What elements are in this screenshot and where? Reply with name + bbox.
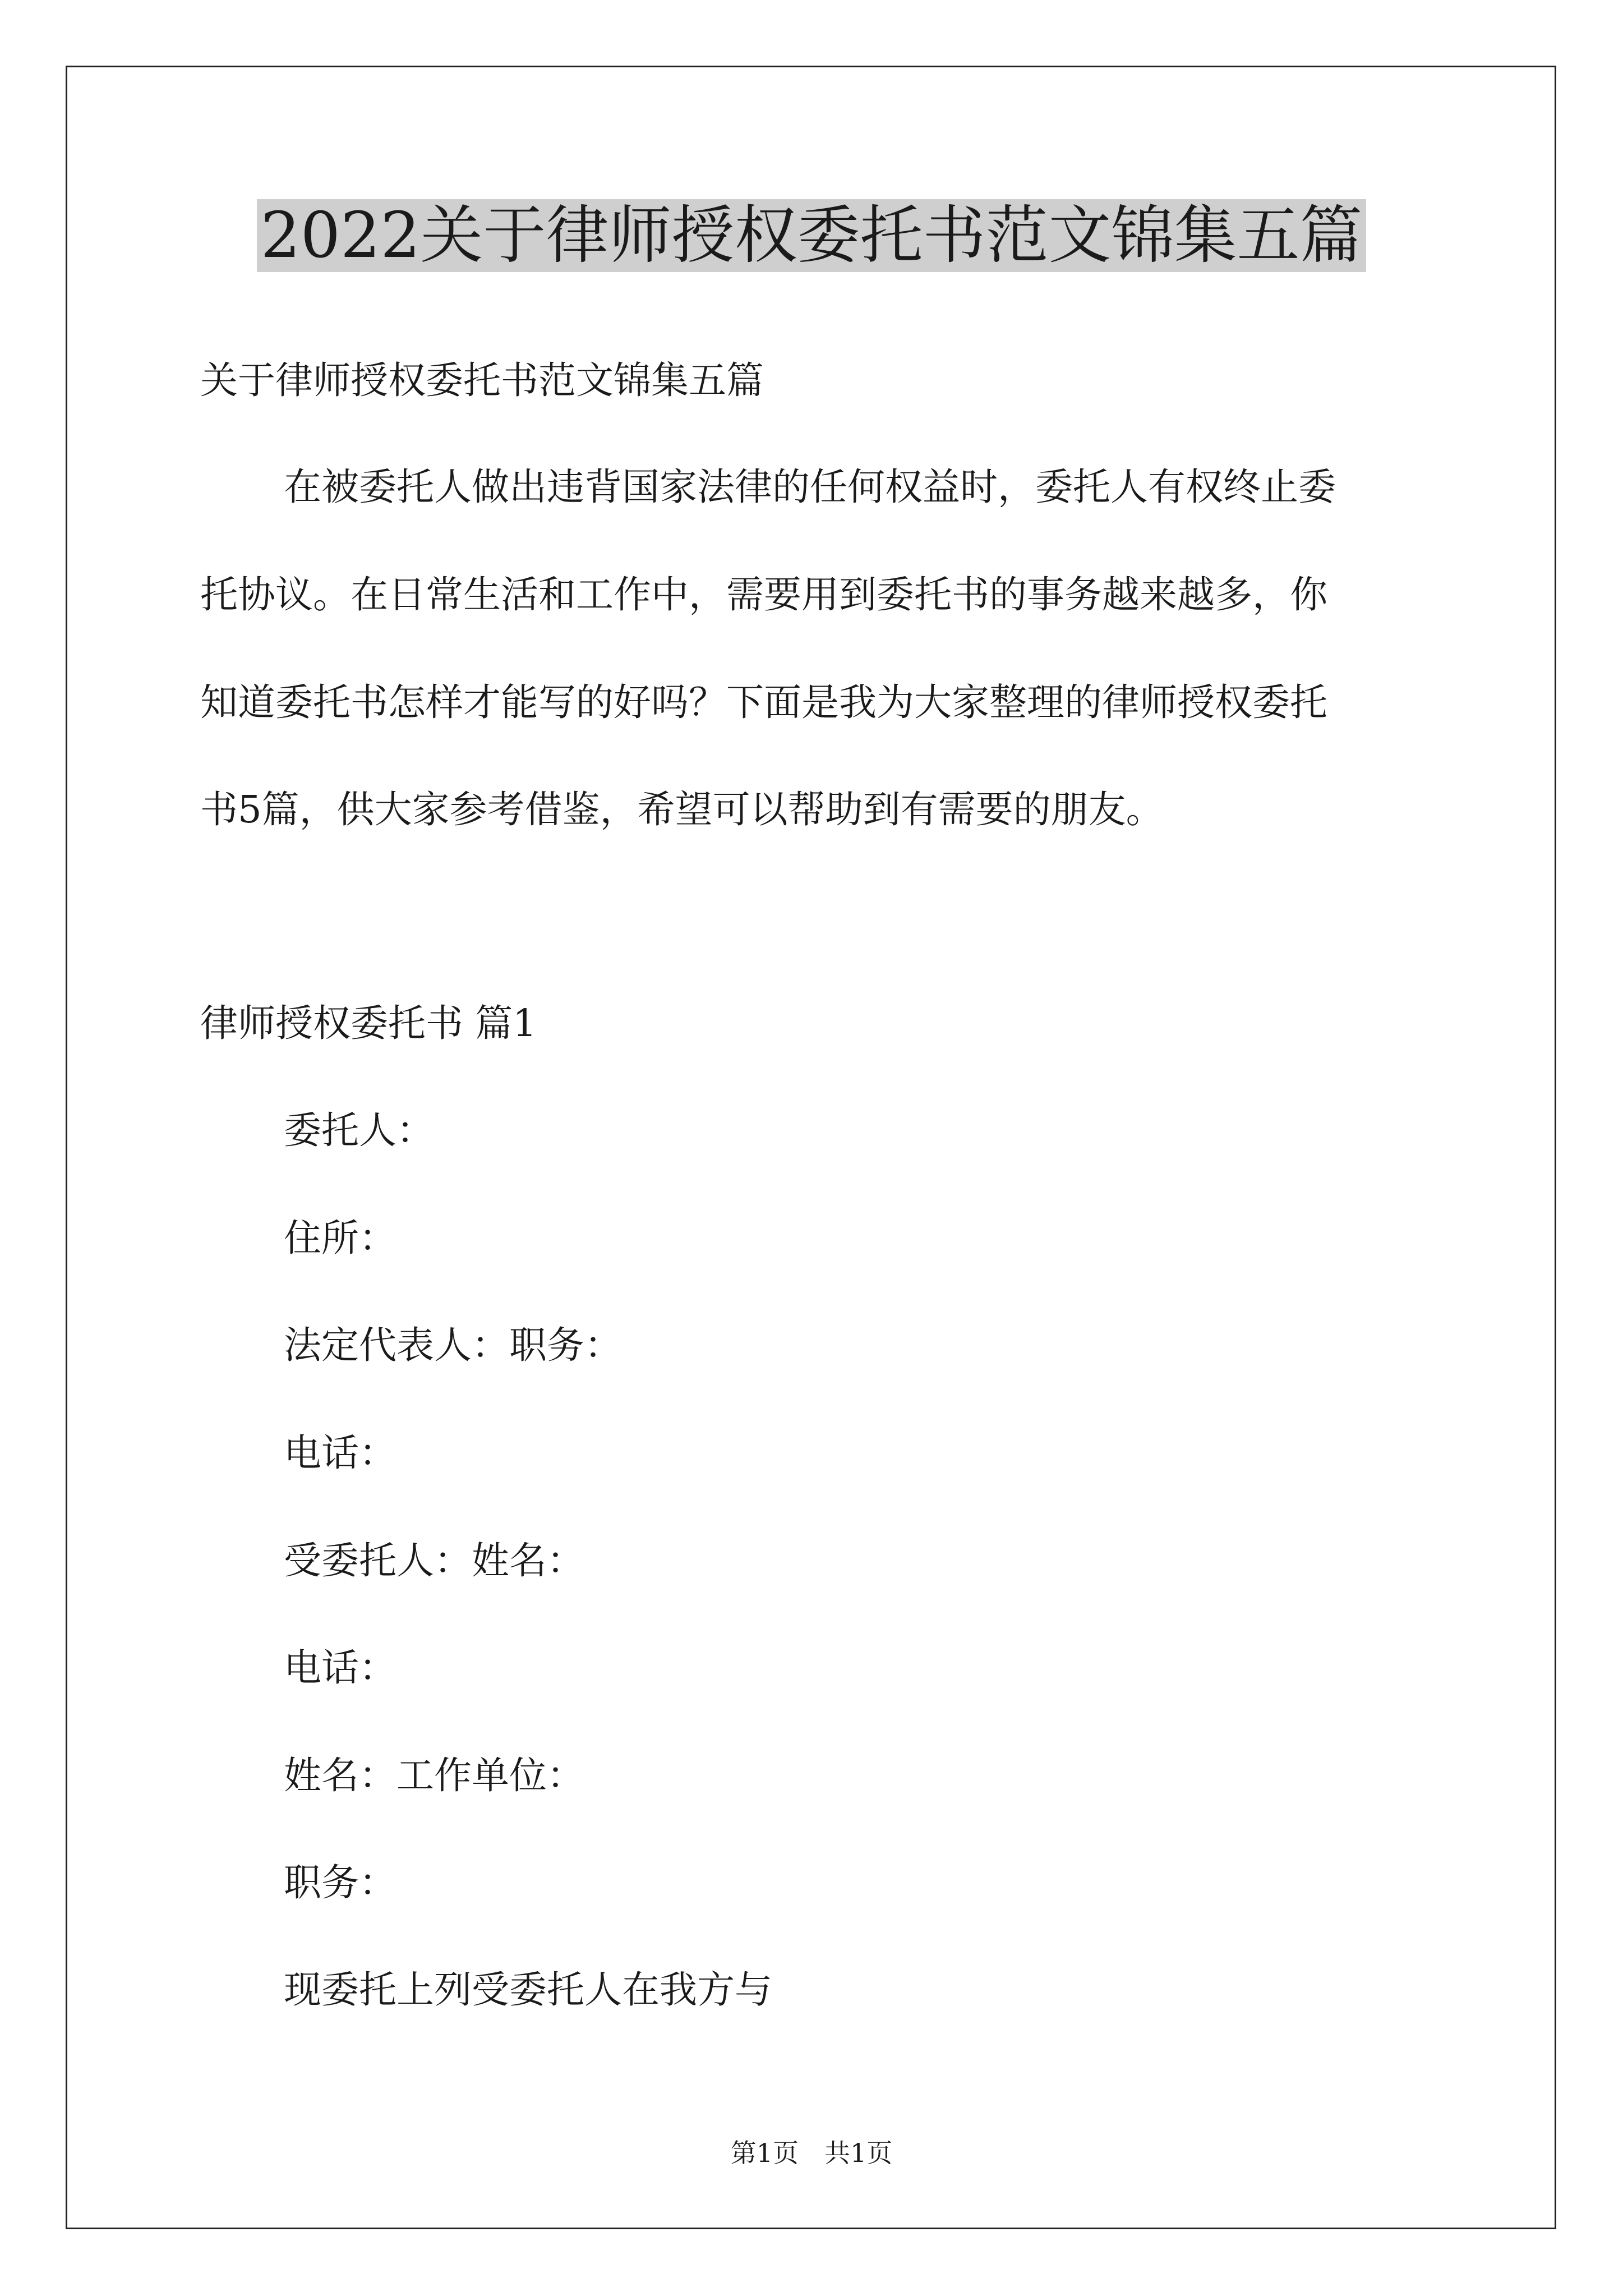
document-subtitle: 关于律师授权委托书范文锦集五篇: [200, 358, 764, 402]
field-line: 法定代表人：职务：: [284, 1323, 622, 1367]
document-title: [0, 194, 1623, 278]
field-line: 职务：: [284, 1861, 396, 1904]
field-line: 电话：: [284, 1431, 396, 1475]
field-line: 住所：: [284, 1216, 396, 1260]
section-heading: 律师授权委托书 篇1: [200, 1001, 537, 1045]
field-line: 电话：: [284, 1646, 396, 1690]
field-line: 现委托上列受委托人在我方与: [284, 1968, 772, 2012]
field-line: 姓名：工作单位：: [284, 1754, 584, 1797]
intro-line-2: 托协议。在日常生活和工作中，需要用到委托书的事务越来越多，你: [200, 573, 1327, 616]
field-line: 委托人：: [284, 1108, 434, 1152]
intro-line-4: 书5篇，供大家参考借鉴，希望可以帮助到有需要的朋友。: [200, 788, 1164, 831]
field-line: 受委托人：姓名：: [284, 1539, 584, 1582]
document-title-text: 2022关于律师授权委托书范文锦集五篇: [257, 199, 1366, 272]
intro-line-1: 在被委托人做出违背国家法律的任何权益时，委托人有权终止委: [284, 465, 1336, 509]
page-footer: 第1页 共1页: [730, 2138, 893, 2168]
intro-line-3: 知道委托书怎样才能写的好吗？下面是我为大家整理的律师授权委托: [200, 680, 1327, 724]
